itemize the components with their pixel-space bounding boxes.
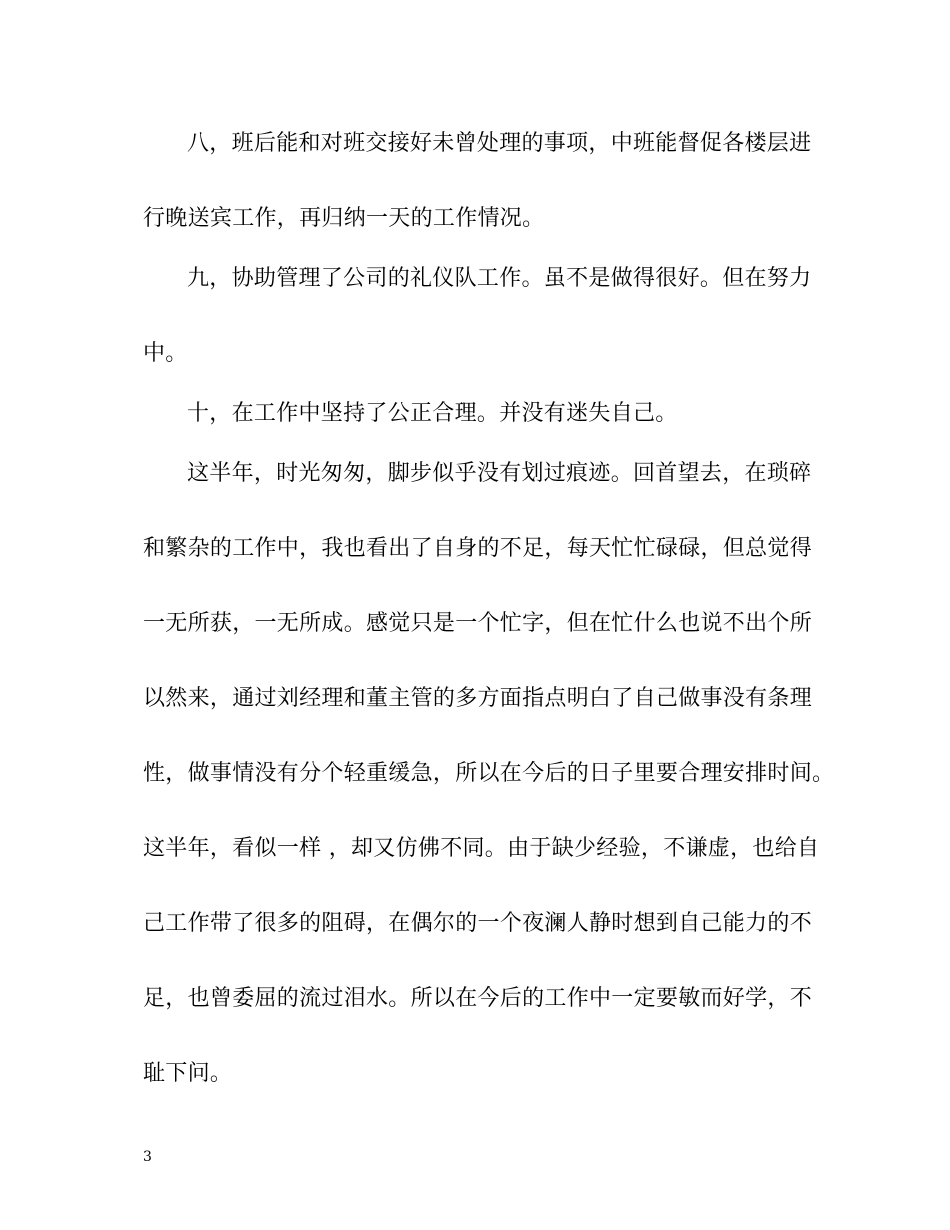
- paragraph-nine-line-2: 中。: [143, 341, 188, 366]
- summary-paragraph-line-1: 这半年，时光匆匆，脚步似乎没有划过痕迹。回首望去，在琐碎: [187, 461, 812, 486]
- summary-paragraph-line-2: 和繁杂的工作中，我也看出了自身的不足，每天忙忙碌碌，但总觉得: [143, 536, 813, 561]
- paragraph-nine-line-1: 九，协助管理了公司的礼仪队工作。虽不是做得很好。但在努力: [187, 266, 812, 291]
- summary-paragraph-line-9: 耻下问。: [143, 1061, 233, 1086]
- summary-paragraph-line-3: 一无所获，一无所成。感觉只是一个忙字，但在忙什么也说不出个所: [143, 611, 813, 636]
- summary-paragraph-line-7: 己工作带了很多的阻碍，在偶尔的一个夜澜人静时想到自己能力的不: [143, 911, 813, 936]
- summary-paragraph-line-8: 足，也曾委屈的流过泪水。所以在今后的工作中一定要敏而好学，不: [143, 986, 813, 1011]
- paragraph-ten-line-1: 十，在工作中坚持了公正合理。并没有迷失自己。: [187, 401, 678, 426]
- summary-paragraph-line-6: 这半年，看似一样 ，却又仿佛不同。由于缺少经验，不谦虚，也给自: [143, 836, 820, 861]
- summary-paragraph-line-5: 性，做事情没有分个轻重缓急，所以在今后的日子里要合理安排时间。: [143, 761, 835, 786]
- paragraph-eight-line-2: 行晚送宾工作，再归纳一天的工作情况。: [143, 206, 545, 231]
- summary-paragraph-line-4: 以然来，通过刘经理和董主管的多方面指点明白了自己做事没有条理: [143, 686, 813, 711]
- page-number: 3: [143, 1149, 152, 1165]
- paragraph-eight-line-1: 八，班后能和对班交接好未曾处理的事项，中班能督促各楼层进: [187, 131, 812, 156]
